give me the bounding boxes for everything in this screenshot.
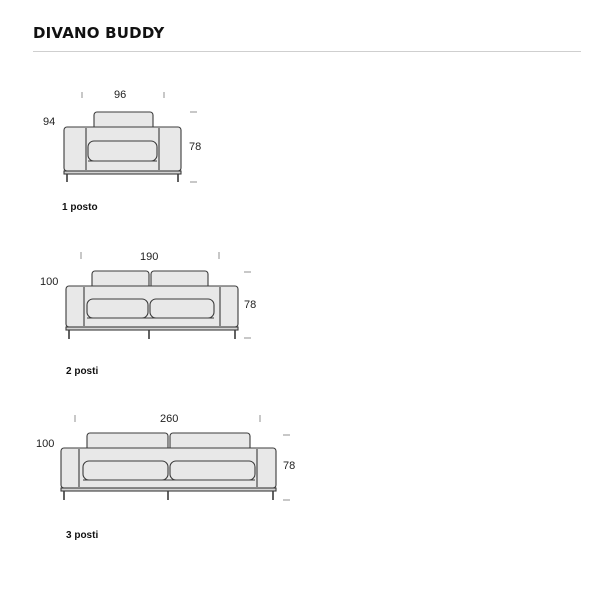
sofa-1-width-label: 96	[114, 89, 127, 101]
sofa-2-depth-label: 100	[40, 276, 59, 288]
page-title: DIVANO BUDDY	[33, 24, 165, 42]
sofa-3-height-label: 78	[283, 460, 296, 472]
sofa-1-depth-label: 94	[43, 116, 56, 128]
sofa-2-width-label: 190	[140, 251, 159, 263]
sofa-2-caption: 2 posti	[66, 366, 99, 377]
sofa-2-drawing	[66, 252, 251, 339]
sofa-3-depth-label: 100	[36, 438, 55, 450]
sofa-3-caption: 3 posti	[66, 530, 99, 541]
sofa-2-height-label: 78	[244, 299, 257, 311]
sofa-1-caption: 1 posto	[62, 202, 98, 213]
sofa-3-drawing	[61, 415, 290, 500]
sofa-1-height-label: 78	[189, 141, 202, 153]
sofa-1-drawing	[64, 92, 197, 182]
sofa-3-width-label: 260	[160, 413, 179, 425]
